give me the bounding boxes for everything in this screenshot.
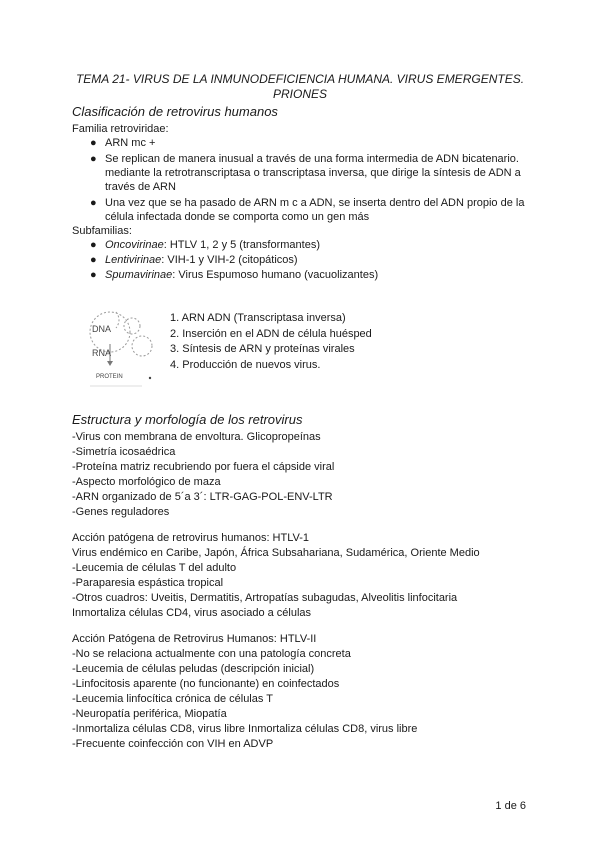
list-item: ● Lentivirinae: VIH-1 y VIH-2 (citopáticos) [90,254,298,266]
text-line: -Proteína matriz recubriendo por fuera el cápside viral [72,461,335,473]
text-line: -No se relaciona actualmente con una patología concreta [72,648,351,660]
bullet-icon: ● [90,153,97,165]
dna-label: DNA [92,324,112,334]
bullet-icon: ● [90,239,97,251]
family-list [72,136,532,224]
text-line: -ARN organizado de 5´a 3´: LTR-GAG-POL-ENV-LTR [72,491,333,503]
list-item: ● Una vez que se ha pasado de ARN m c a ADN, se inserta dentro del ADN propio de la célula infectada donde se comporta como un gen más [90,197,525,223]
list-item: ● ARN mc + [90,137,156,149]
list-item: ● Se replican de manera inusual a través de una forma intermedia de ADN bicatenario. mediante la retrotranscriptasa o transcriptasa inversa, que dirige la síntesis de ADN a través de ARN [90,153,521,193]
family-label: Familia retroviridae: [72,123,169,135]
bullet-icon: ● [90,254,97,266]
text-line: -Leucemia de células peludas (descripción inicial) [72,663,315,675]
text-line: -Frecuente coinfección con VIH en ADVP [72,738,274,750]
central-dogma-diagram [86,298,166,390]
replication-steps [170,311,372,373]
text-line: -Genes reguladores [72,506,170,518]
text-line: -Otros cuadros: Uveitis, Dermatitis, Artropatías subagudas, Alveolitis linfocitaria [72,592,458,604]
step-item: 3. Síntesis de ARN y proteínas virales [170,343,355,355]
bullet-icon: ● [90,197,97,209]
central-dogma-figure [86,298,166,390]
text-line: -Paraparesia espástica tropical [72,577,224,589]
text-line: -Leucemia de células T del adulto [72,562,237,574]
text-line: -Neuropatía periférica, Miopatía [72,708,227,720]
bullet-icon: ● [90,137,97,149]
section-heading-htlv2: Acción Patógena de Retrovirus Humanos: HTLV-II [72,633,317,645]
text-line: Inmortaliza células CD4, virus asociado a células [72,607,312,619]
document-title: TEMA 21- VIRUS DE LA INMUNODEFICIENCIA HUMANA. VIRUS EMERGENTES. PRIONES [75,72,525,101]
text-line: -Leucemia linfocítica crónica de células T [72,693,273,705]
text-line: -Linfocitosis aparente (no funcionante) en coinfectados [72,678,340,690]
text-line: -Simetría icosaédrica [72,446,176,458]
section-heading-classification: Clasificación de retrovirus humanos [72,104,278,119]
text-line: -Virus con membrana de envoltura. Glicopropeínas [72,431,321,443]
subfamilies-list [72,238,532,282]
page-number: 1 de 6 [495,800,526,812]
bullet-icon: ● [90,269,97,281]
section-heading-htlv1: Acción patógena de retrovirus humanos: HTLV-1 [72,532,310,544]
step-item: 4. Producción de nuevos virus. [170,358,321,371]
text-line: Virus endémico en Caribe, Japón, África Subsahariana, Sudamérica, Oriente Medio [72,547,480,559]
text-line: -Inmortaliza células CD8, virus libre Inmortaliza células CD8, virus libre [72,723,418,735]
list-item: ● Spumavirinae: Virus Espumoso humano (vacuolizantes) [90,269,379,281]
rna-label: RNA [92,348,112,358]
subfamilies-label: Subfamilias: [72,225,132,237]
list-item: ● Oncovirinae: HTLV 1, 2 y 5 (transformantes) [90,239,320,251]
protein-label: PROTEIN [96,374,123,380]
section-heading-structure: Estructura y morfología de los retrovirus [72,412,303,427]
step-item: 1. ARN ADN (Transcriptasa inversa) [170,312,346,324]
text-line: -Aspecto morfológico de maza [72,476,221,488]
step-item: 2. Inserción en el ADN de célula huésped [170,327,372,340]
